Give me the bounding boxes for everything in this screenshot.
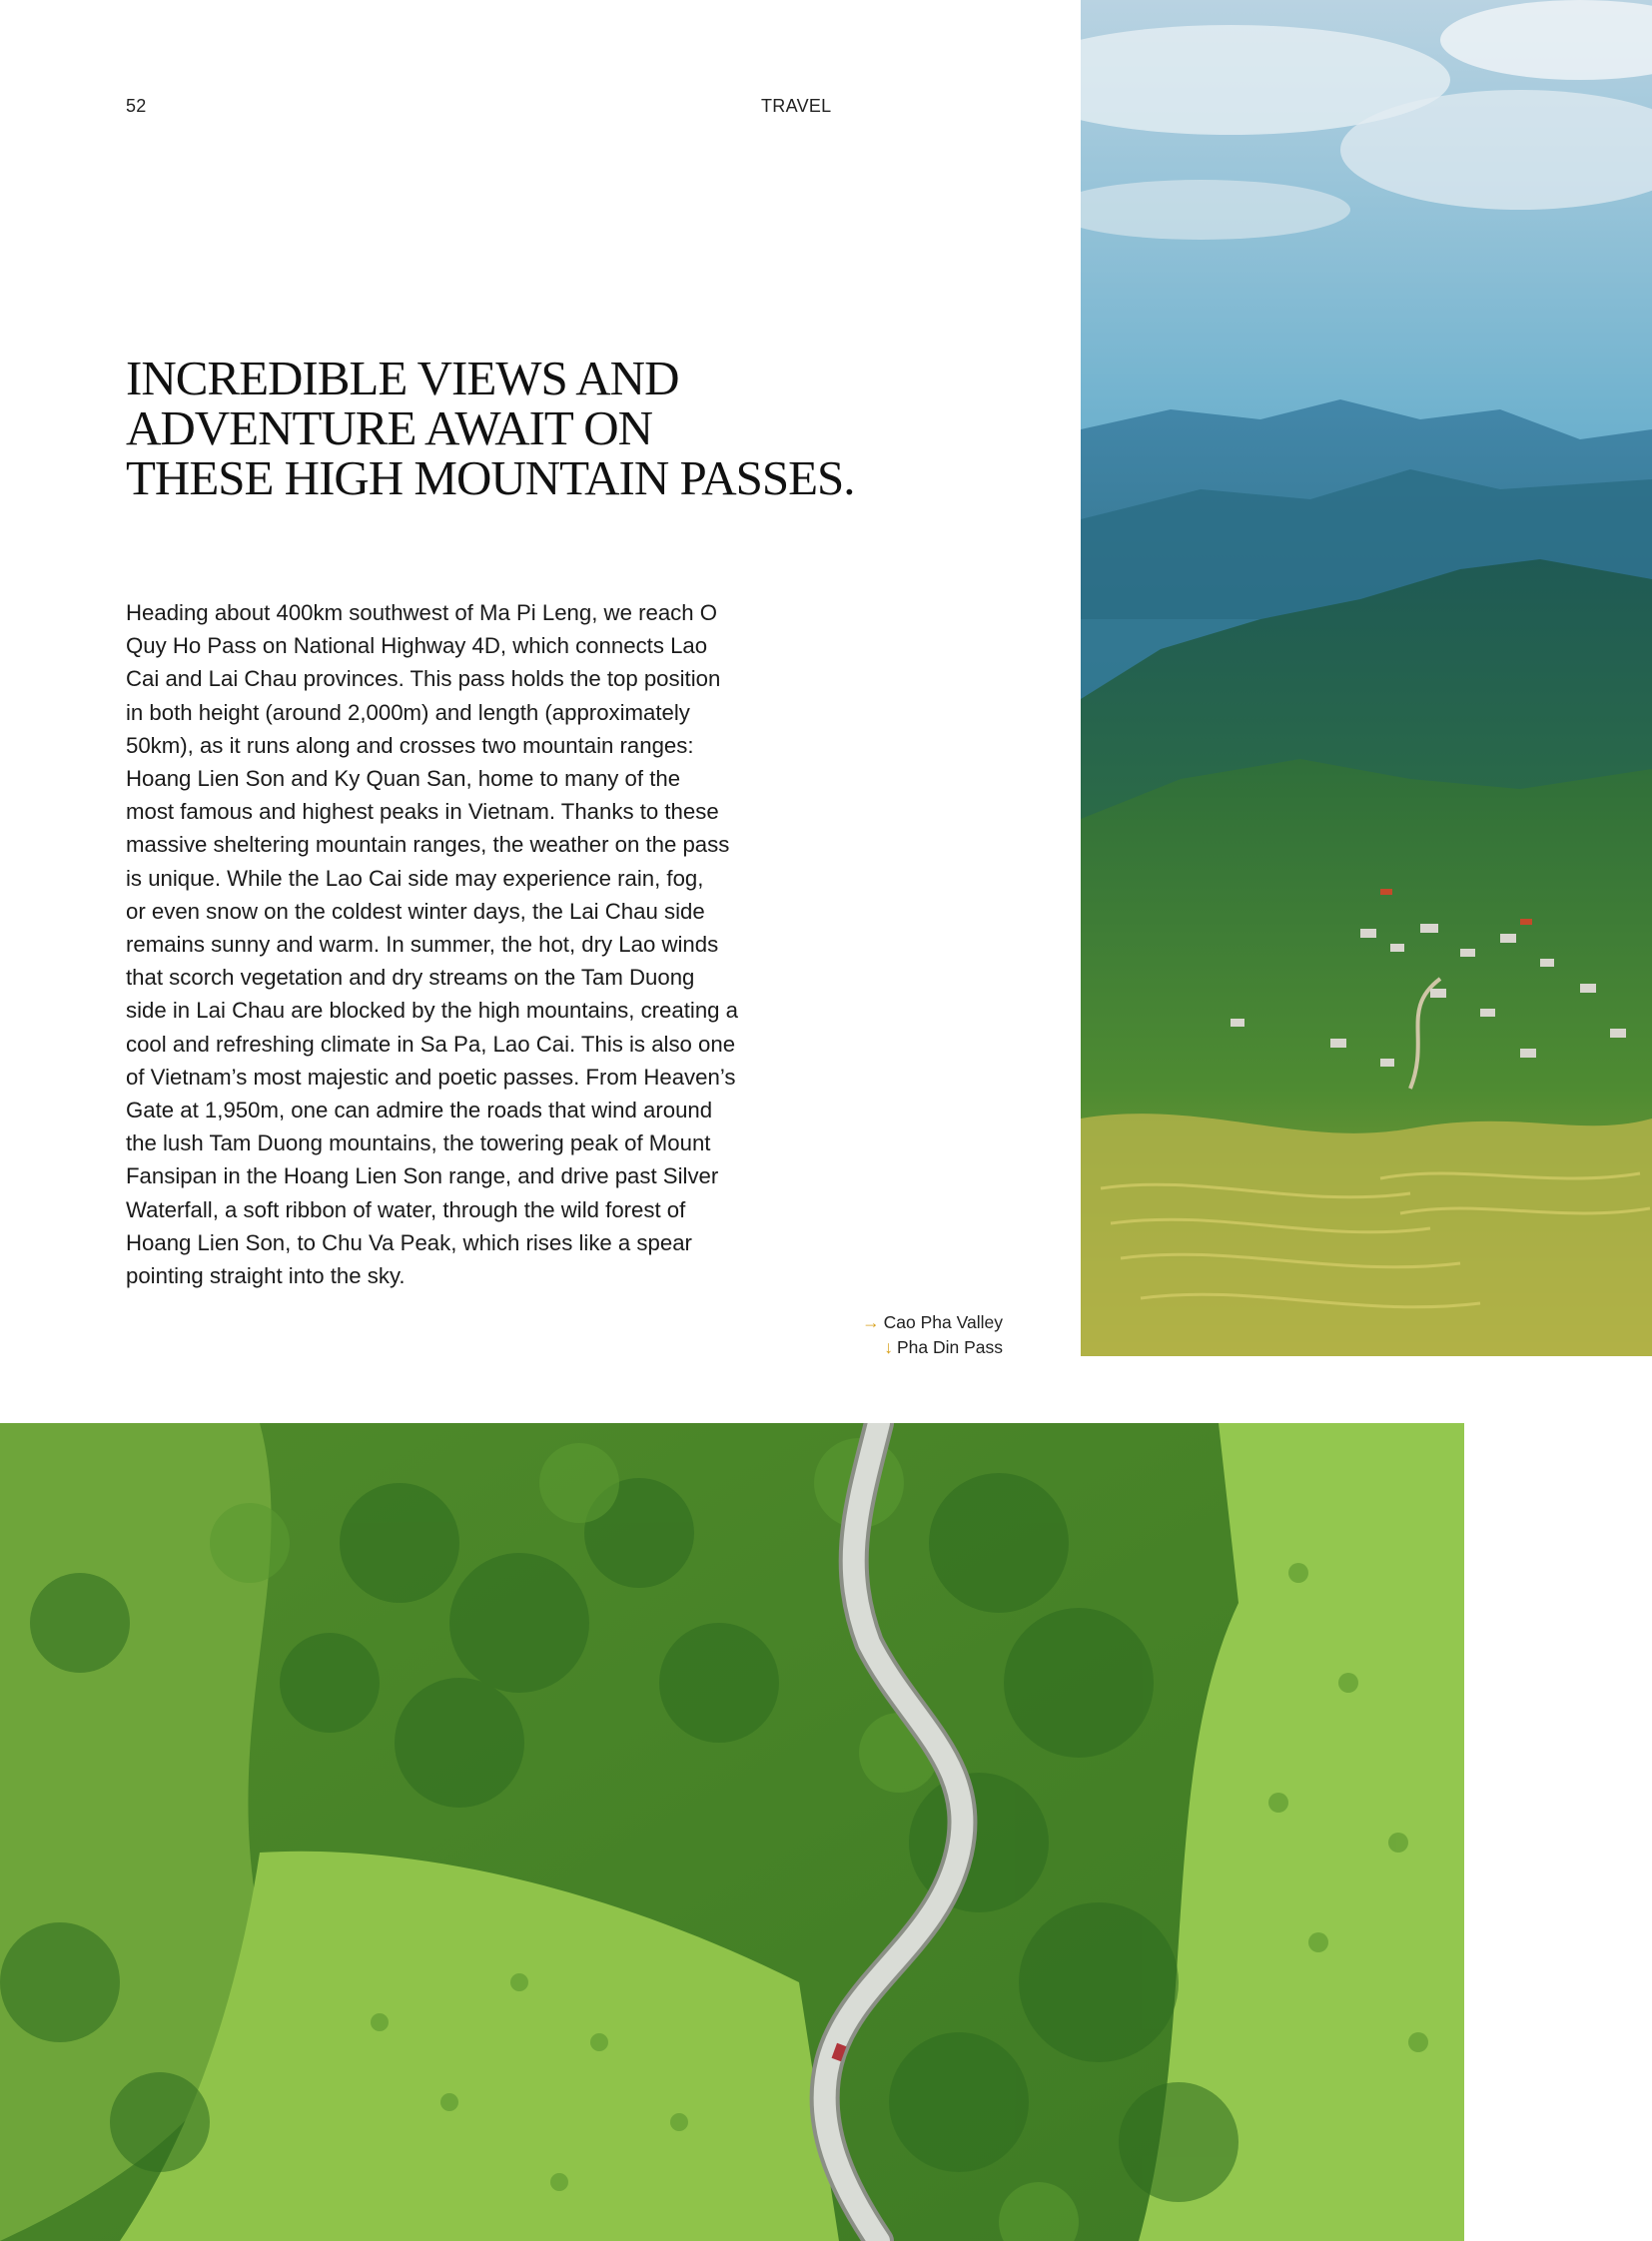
body-line: remains sunny and warm. In summer, the hot, dry Lao winds [126, 932, 719, 958]
body-line: Heading about 400km southwest of Ma Pi Leng, we reach O [126, 600, 718, 625]
body-line: pointing straight into the sky. [126, 1263, 406, 1289]
body-line: the lush Tam Duong mountains, the towering peak of Mount [126, 1130, 711, 1156]
body-copy [126, 596, 775, 1292]
arrow-down-icon: ↓ [884, 1337, 893, 1357]
page-number: 52 [126, 96, 147, 116]
body-line: Waterfall, a soft ribbon of water, through the wild forest of [126, 1196, 686, 1222]
headline-line: INCREDIBLE VIEWS AND [126, 351, 679, 405]
body-line: 50km), as it runs along and crosses two mountain ranges: [126, 732, 694, 758]
body-line: Quy Ho Pass on National Highway 4D, which connects Lao [126, 633, 708, 659]
body-line: cool and refreshing climate in Sa Pa, Lao Cai. This is also one [126, 1031, 736, 1057]
caption-text: Pha Din Pass [896, 1337, 1003, 1357]
body-line: Hoang Lien Son and Ky Quan San, home to many of the [126, 766, 681, 792]
photo-cao-pha-valley [1081, 0, 1652, 1356]
body-line: Fansipan in the Hoang Lien Son range, and drive past Silver [126, 1163, 719, 1189]
caption-pha-din-pass [884, 1337, 1003, 1358]
headline-line: ADVENTURE AWAIT ON [126, 400, 653, 455]
arrow-right-icon: → [862, 1312, 880, 1332]
body-line: Cai and Lai Chau provinces. This pass holds the top position [126, 666, 721, 692]
body-line: of Vietnam’s most majestic and poetic passes. From Heaven’s [126, 1064, 736, 1090]
body-line: in both height (around 2,000m) and length (approximately [126, 699, 690, 725]
body-line: Gate at 1,950m, one can admire the roads that wind around [126, 1098, 713, 1123]
body-line: is unique. While the Lao Cai side may experience rain, fog, [126, 865, 704, 891]
body-line: that scorch vegetation and dry streams on the Tam Duong [126, 965, 695, 991]
body-line: Hoang Lien Son, to Chu Va Peak, which rises like a spear [126, 1229, 692, 1255]
caption-cao-pha-valley [862, 1312, 1003, 1333]
body-line: massive sheltering mountain ranges, the weather on the pass [126, 832, 730, 858]
headline [126, 351, 885, 505]
caption-text: Cao Pha Valley [883, 1312, 1003, 1332]
body-line: side in Lai Chau are blocked by the high mountains, creating a [126, 998, 739, 1024]
body-line: or even snow on the coldest winter days, the Lai Chau side [126, 898, 705, 924]
section-label: TRAVEL [761, 96, 832, 116]
body-line: most famous and highest peaks in Vietnam. Thanks to these [126, 799, 719, 825]
photo-pha-din-pass [0, 1423, 1464, 2241]
headline-line: THESE HIGH MOUNTAIN PASSES. [126, 450, 855, 505]
